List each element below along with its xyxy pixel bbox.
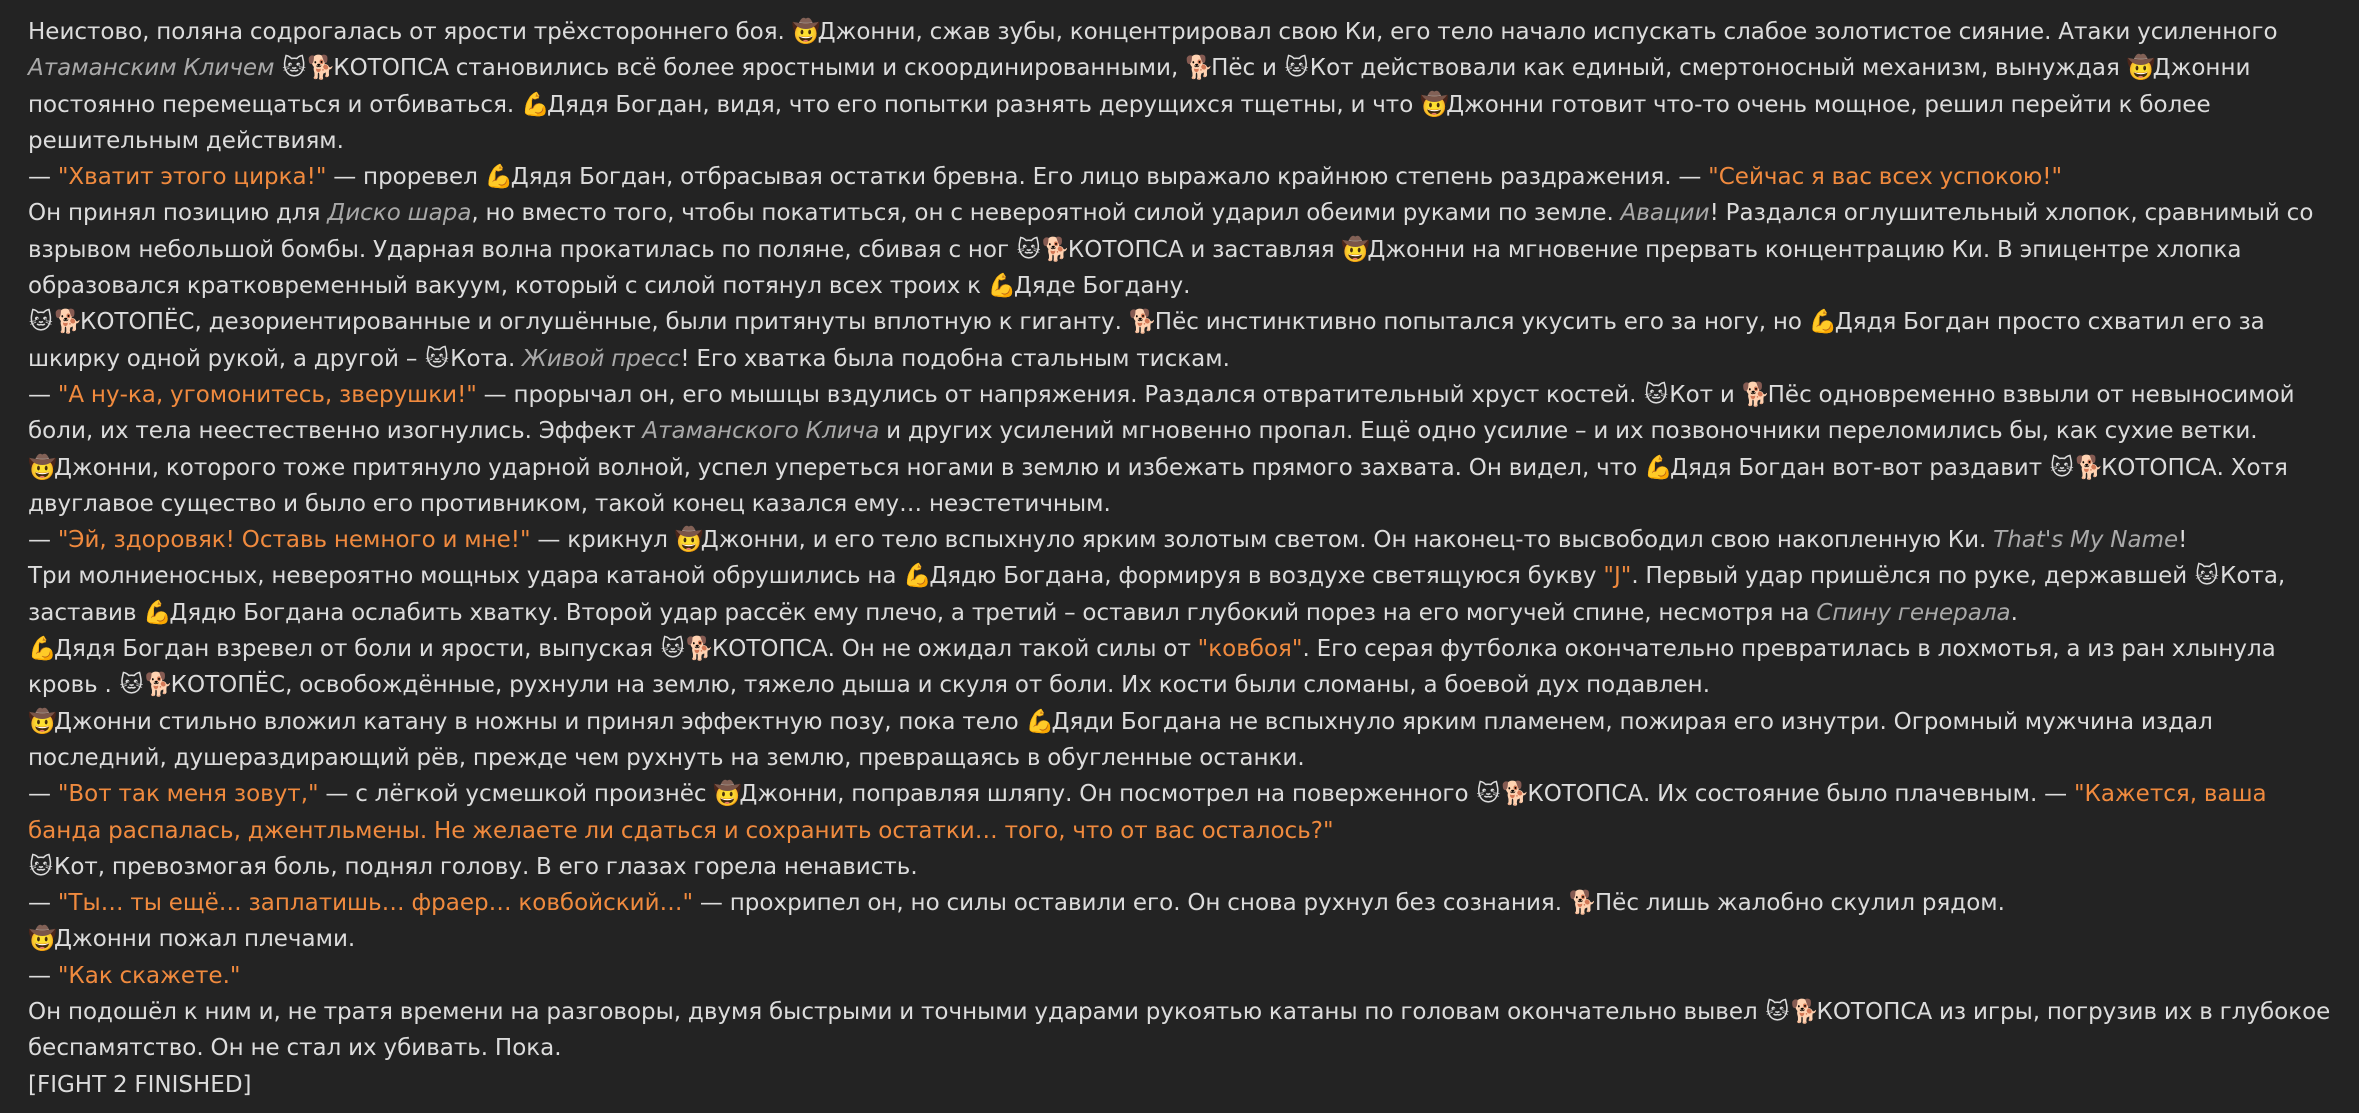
narration-text: —: [28, 381, 58, 408]
skill-name: Живой пресс: [522, 345, 681, 372]
flexed-biceps-icon: [485, 159, 511, 195]
dialogue-quote: "ковбоя": [1197, 636, 1303, 663]
narration-text: Джонни пожал плечами.: [54, 926, 356, 953]
flexed-biceps-icon: [1809, 304, 1835, 340]
narration-text: Дяде Богдану.: [1013, 273, 1191, 300]
cat-face-icon: [1643, 377, 1669, 413]
dog-face-icon: [1569, 885, 1595, 921]
story-paragraph: [28, 450, 2333, 523]
dialogue-quote: "Эй, здоровяк! Оставь немного и мне!": [57, 527, 531, 554]
narration-text: Дядя Богдан просто схватил его за шкирку одной рукой, а другой –: [28, 309, 2265, 372]
narration-text: [274, 55, 281, 81]
skill-name: Атаманского Клича: [642, 418, 880, 445]
dog-face-icon: [54, 304, 80, 340]
dialogue-quote: "Вот так меня зовут,": [57, 781, 319, 808]
narration-text: — прохрипел он, но силы оставили его. Он снова рухнул без сознания.: [693, 890, 1569, 917]
skill-name: Атаманским Кличем: [28, 55, 275, 82]
narration-text: Пёс инстинктивно попытался укусить его за ногу, но: [1154, 309, 1809, 336]
skill-name: Диско шара: [327, 200, 472, 227]
story-paragraph: [28, 522, 2333, 558]
cat-face-icon: [119, 667, 145, 703]
dialogue-quote: "А ну-ка, угомонитесь, зверушки!": [57, 381, 477, 408]
skill-name: Авации: [1620, 200, 1710, 227]
narration-text: Пёс лишь жалобно скулил рядом.: [1594, 890, 2005, 917]
flexed-biceps-icon: [28, 631, 54, 667]
dialogue-quote: "Ты… ты ещё… заплатишь… фраер… ковбойский…": [57, 890, 694, 917]
narration-text: —: [28, 781, 58, 808]
narration-text: —: [28, 527, 58, 554]
dialogue-quote: "Как скажете.": [57, 962, 241, 989]
narration-text: Джонни, сжав зубы, концентрировал свою Ки, его тело начало испускать слабое золотистое сияние. Атаки усиленного: [817, 19, 2278, 45]
story-paragraph: [28, 195, 2333, 304]
flexed-biceps-icon: [1644, 450, 1670, 486]
narration-text: КОТОПСА из игры, погрузив их в глубокое беспамятство. Он не стал их убивать. Пока.: [28, 999, 2331, 1062]
narration-text: Дядя Богдан вот-вот раздавит: [1670, 454, 2049, 481]
narration-text: Он подошёл к ним и, не тратя времени на разговоры, двумя быстрыми и точными ударами рукоятью катаны по головам окончательно вывел: [28, 999, 1765, 1026]
narration-text: КОТОПСА становились всё более яростными и скоординированными,: [333, 55, 1186, 82]
dog-face-icon: [1742, 377, 1768, 413]
narration-text: . Его серая футболка окончательно превратилась в лохмотья, а из ран хлынула кровь .: [28, 636, 2276, 699]
story-paragraph: [28, 849, 2333, 885]
dialogue-quote: "J": [1603, 563, 1632, 590]
narration-text: Кот, превозмогая боль, поднял голову. В его глазах горела ненависть.: [54, 853, 918, 880]
cowboy-hat-face-icon: [28, 704, 54, 740]
dog-face-icon: [1501, 776, 1527, 812]
narration-text: КОТОПЁС, дезориентированные и оглушённые, были притянуты вплотную к гиганту.: [80, 309, 1129, 336]
narration-text: КОТОПСА. Их состояние было плачевным. —: [1527, 781, 2074, 808]
cat-face-icon: [281, 50, 307, 86]
narration-text: КОТОПСА и заставляя: [1067, 236, 1342, 263]
narration-text: !: [2178, 527, 2188, 554]
narration-text: и других усилений мгновенно пропал. Ещё одно усилие – и их позвоночники переломились бы, как сухие ветки.: [879, 418, 2258, 445]
cowboy-hat-face-icon: [1341, 232, 1367, 268]
dog-face-icon: [307, 50, 333, 86]
narration-text: Дядю Богдана, формируя в воздухе светящуюся букву: [929, 563, 1604, 590]
narration-text: —: [28, 890, 58, 917]
story-paragraph: [28, 14, 2333, 159]
cat-face-icon: [424, 341, 450, 377]
skill-name: Спину генерала: [1816, 599, 2011, 626]
story-paragraph: [28, 377, 2333, 450]
narration-text: Дяди Богдана не вспыхнуло ярким пламенем, пожирая его изнутри. Огромный мужчина издал последний, душераздирающий рёв, прежде чем рухнуть на землю, превращаясь в обугленные останки.: [28, 708, 2213, 771]
narration-text: Он принял позицию для: [28, 200, 328, 227]
narration-text: —: [28, 164, 58, 191]
dog-face-icon: [1185, 50, 1211, 86]
story-paragraph: [28, 1067, 2333, 1103]
narration-text: Дядю Богдана ослабить хватку. Второй удар рассёк ему плечо, а третий – оставил глубокий порез на его могучей спине, несмотря на: [169, 599, 1817, 626]
narration-text: Неистово, поляна содрогалась от ярости трёхстороннего боя.: [28, 19, 792, 45]
narration-text: Джонни готовит что-то очень мощное, решил перейти к более решительным действиям.: [28, 91, 2211, 154]
story-paragraph: [28, 558, 2333, 631]
narration-text: —: [28, 962, 58, 989]
narration-text: Дядя Богдан, отбрасывая остатки бревна. Его лицо выражало крайнюю степень раздражения. —: [510, 164, 1709, 191]
skill-name: That's My Name: [1993, 527, 2179, 554]
narration-text: Джонни постоянно перемещаться и отбиваться.: [28, 55, 2251, 118]
story-paragraph: [28, 631, 2333, 704]
cat-face-icon: [28, 849, 54, 885]
narration-text: — с лёгкой усмешкой произнёс: [318, 781, 714, 808]
narration-text: КОТОПСА. Он не ожидал такой силы от: [711, 636, 1198, 663]
narration-text: .: [2010, 599, 2018, 626]
narration-text: Джонни стильно вложил катану в ножны и принял эффектную позу, пока тело: [54, 708, 1026, 735]
narration-text: — проревел: [326, 164, 485, 191]
dog-face-icon: [2075, 450, 2101, 486]
dialogue-quote: "Хватит этого цирка!": [57, 164, 327, 191]
story-paragraph: [28, 304, 2333, 377]
narration-text: , но вместо того, чтобы покатиться, он с невероятной силой ударил обеими руками по земле.: [471, 200, 1621, 227]
story-paragraph: [28, 958, 2333, 994]
dog-face-icon: [1042, 232, 1068, 268]
dog-face-icon: [1791, 994, 1817, 1030]
narration-text: КОТОПЁС, освобождённые, рухнули на землю, тяжело дыша и скуля от боли. Их кости были сломаны, а боевой дух подавлен.: [170, 672, 1711, 699]
cat-face-icon: [1284, 50, 1310, 86]
cat-face-icon: [2049, 450, 2075, 486]
flexed-biceps-icon: [521, 87, 547, 123]
dog-face-icon: [145, 667, 171, 703]
story-paragraph: [28, 921, 2333, 957]
narration-text: Три молниеносных, невероятно мощных удара катаной обрушились на: [28, 563, 904, 590]
narration-text: Джонни, поправляя шляпу. Он посмотрел на поверженного: [739, 781, 1476, 808]
narration-text: Дядя Богдан взревел от боли и ярости, выпуская: [54, 636, 660, 663]
chat-message-story: [28, 14, 2333, 1103]
cowboy-hat-face-icon: [713, 776, 739, 812]
story-paragraph: [28, 704, 2333, 777]
dialogue-quote: "Сейчас я вас всех успокою!": [1708, 164, 2063, 191]
cowboy-hat-face-icon: [2127, 50, 2153, 86]
narration-text: Кота, заставив: [28, 563, 2286, 626]
dog-face-icon: [686, 631, 712, 667]
narration-text: Джонни на мгновение прервать концентрацию Ки. В эпицентре хлопка образовался кратковременный вакуум, который с силой потянул всех троих к: [28, 236, 2242, 300]
narration-text: [FIGHT 2 FINISHED]: [28, 1071, 252, 1098]
cowboy-hat-face-icon: [1420, 87, 1446, 123]
narration-text: . Первый удар пришёлся по руке, державшей: [1631, 563, 2195, 590]
cat-face-icon: [1016, 232, 1042, 268]
dog-face-icon: [1129, 304, 1155, 340]
narration-text: Кот и: [1669, 381, 1742, 408]
flexed-biceps-icon: [903, 558, 929, 594]
cat-face-icon: [660, 631, 686, 667]
cowboy-hat-face-icon: [28, 921, 54, 957]
story-paragraph: [28, 885, 2333, 921]
flexed-biceps-icon: [1025, 704, 1051, 740]
cowboy-hat-face-icon: [28, 450, 54, 486]
dialogue-quote: "Кажется, ваша банда распалась, джентльмены. Не желаете ли сдаться и сохранить остатки… того, что от вас осталось?": [28, 781, 2267, 844]
cat-face-icon: [1765, 994, 1791, 1030]
narration-text: Дядя Богдан, видя, что его попытки разнять дерущихся тщетны, и что: [547, 91, 1421, 118]
story-paragraph: [28, 994, 2333, 1067]
cat-face-icon: [28, 304, 54, 340]
narration-text: Джонни, которого тоже притянуло ударной волной, успел упереться ногами в землю и избежать прямого захвата. Он видел, что: [54, 454, 1644, 481]
flexed-biceps-icon: [143, 595, 169, 631]
flexed-biceps-icon: [988, 268, 1014, 304]
narration-text: Джонни, и его тело вспыхнуло ярким золотым светом. Он наконец-то высвободил свою накопленную Ки.: [700, 527, 1994, 554]
cowboy-hat-face-icon: [792, 14, 818, 50]
narration-text: Пёс одновременно взвыли от невыносимой боли, их тела неестественно изогнулись. Эффект: [28, 381, 2295, 445]
narration-text: — прорычал он, его мышцы вздулись от напряжения. Раздался отвратительный хруст костей.: [476, 381, 1644, 408]
narration-text: Кот действовали как единый, смертоносный механизм, вынуждая: [1309, 55, 2127, 82]
narration-text: ! Раздался оглушительный хлопок, сравнимый со взрывом небольшой бомбы. Ударная волна прокатилась по поляне, сбивая с ног: [28, 200, 2314, 263]
cat-face-icon: [1475, 776, 1501, 812]
cat-face-icon: [2194, 558, 2220, 594]
narration-text: КОТОПСА. Хотя двуглавое существо и было его противником, такой конец казался ему… неэстетичным.: [28, 454, 2288, 517]
cowboy-hat-face-icon: [675, 522, 701, 558]
narration-text: ! Его хватка была подобна стальным тискам.: [680, 345, 1230, 372]
narration-text: — крикнул: [530, 527, 675, 554]
story-paragraph: [28, 159, 2333, 195]
narration-text: Кота.: [450, 345, 523, 372]
story-paragraph: [28, 776, 2333, 849]
narration-text: Пёс и: [1211, 55, 1284, 82]
